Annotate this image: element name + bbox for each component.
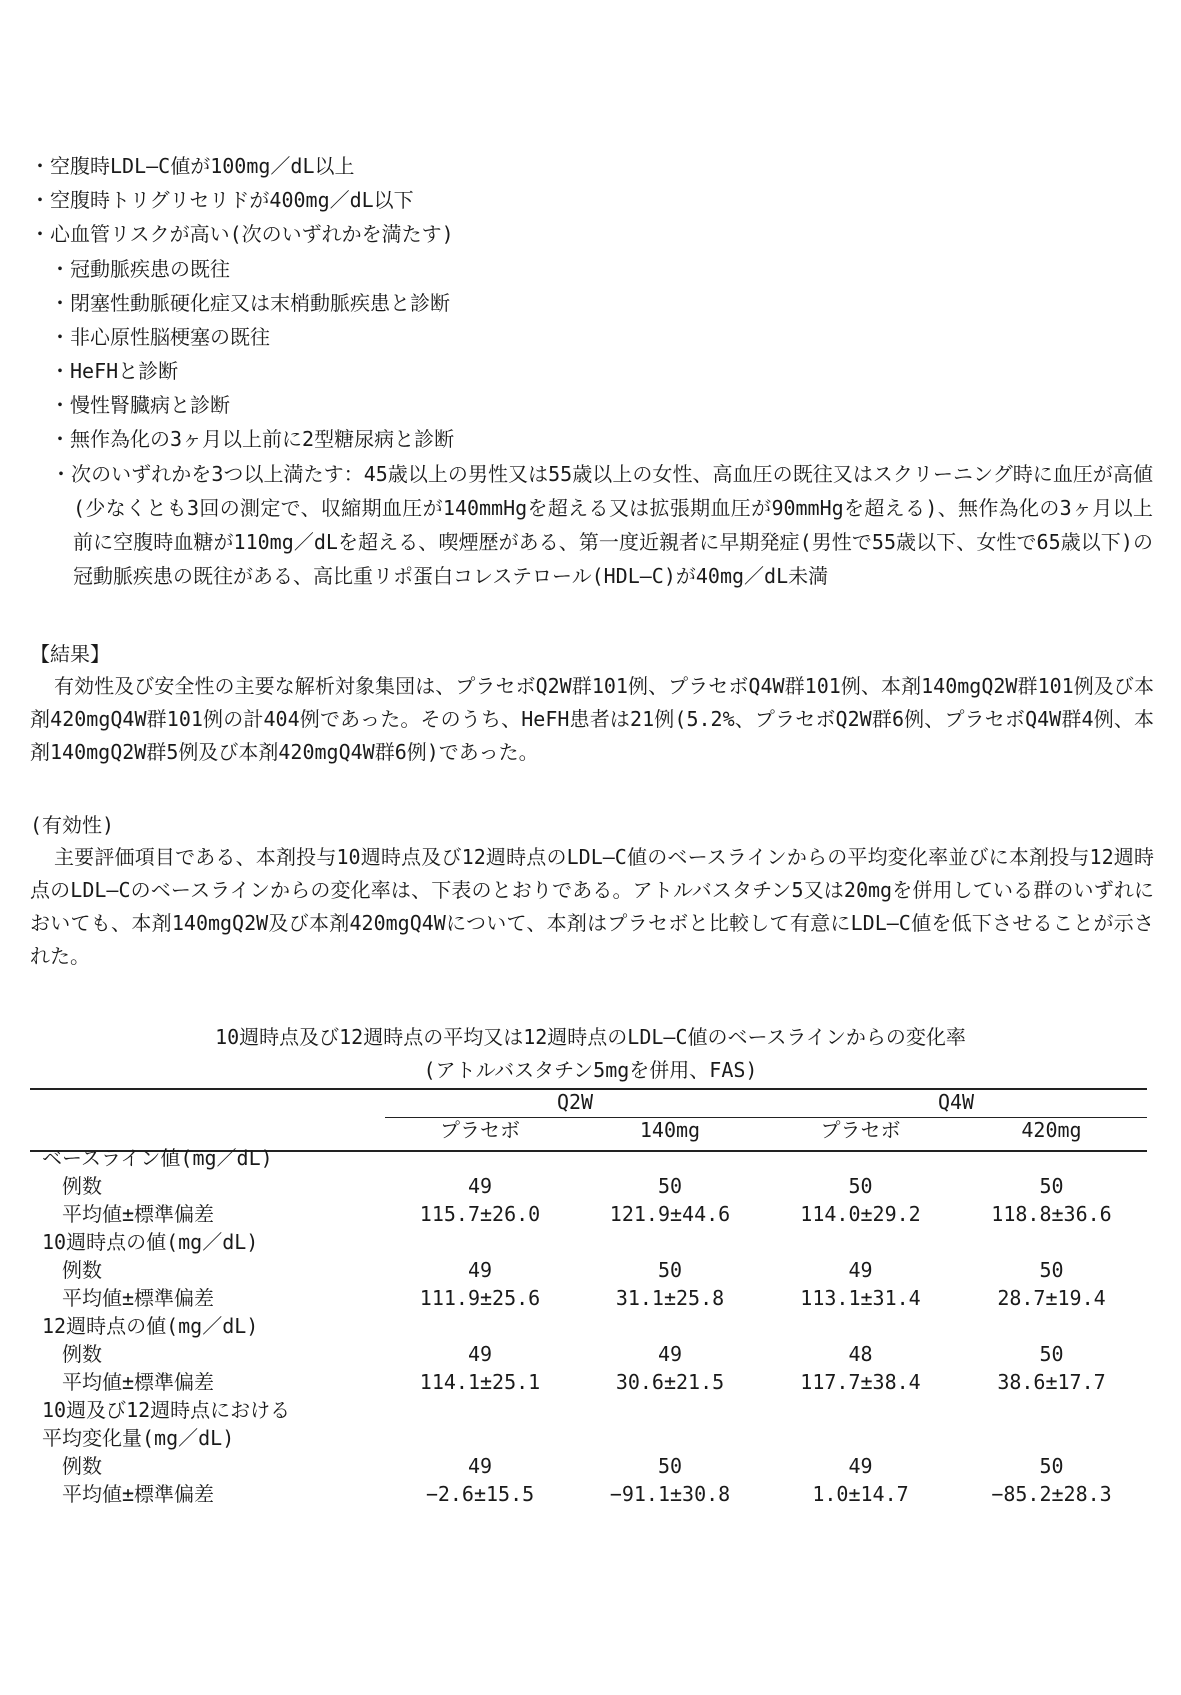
table-cell: 30.6±21.5 — [615, 1370, 725, 1394]
results-heading: 【結果】 — [30, 642, 110, 666]
table-cell: 117.7±38.4 — [800, 1370, 921, 1394]
section-label-line2: 平均変化量(mg／dL) — [42, 1426, 235, 1450]
section-label: ベースライン値(mg／dL) — [42, 1146, 273, 1170]
group-q4w: Q4W — [937, 1090, 975, 1114]
section-label: 12週時点の値(mg／dL) — [42, 1314, 259, 1338]
table-cell: 49 — [467, 1174, 493, 1198]
table-cell: 48 — [848, 1342, 873, 1366]
table-cell: 31.1±25.8 — [615, 1286, 725, 1310]
risk-item-diabetes: ・無作為化の3ヶ月以上前に2型糖尿病と診断 — [50, 427, 455, 451]
table-group-header-row — [30, 1088, 1147, 1116]
section-row — [30, 1312, 1147, 1340]
table-cell: 115.7±26.0 — [419, 1202, 541, 1226]
col-placebo-q4w: プラセボ — [820, 1118, 901, 1142]
section-label: 10週及び12週時点における — [42, 1398, 291, 1422]
group-q2w: Q2W — [556, 1090, 594, 1114]
table-cell: 113.1±31.4 — [800, 1286, 921, 1310]
table-cell: 49 — [467, 1454, 493, 1478]
col-420mg: 420mg — [1021, 1118, 1082, 1142]
efficacy-heading: (有効性) — [30, 813, 115, 837]
table-cell: 49 — [848, 1454, 873, 1478]
results-paragraph: 有効性及び安全性の主要な解析対象集団は、プラセボQ2W群101例、プラセボQ4W群101例、本剤140mgQ2W群101例及び本剤420mgQ4W群101例の計404例であった。そのうち、HeFH患者は21例(5.2%、プラセボQ2W群6例、プラセボQ4W群4例、本剤140mgQ2W群5例及び本剤420mgQ4W群6例)であった。 — [30, 674, 1154, 764]
row-label: 例数 — [62, 1342, 102, 1366]
table-cell: 49 — [467, 1258, 493, 1282]
risk-item-multiple: ・次のいずれかを3つ以上満たす：45歳以上の男性又は55歳以上の女性、高血圧の既往又はスクリーニング時に血圧が高値(少なくとも3回の測定で、収縮期血圧が140mmHgを超える又は拡張期血圧が90mmHgを超える)、無作為化の3ヶ月以上前に空腹時血糖が110mg／dLを超える、喫煙歴がある、第一度近親者に早期発症(男性で55歳以下、女性で65歳以下)の冠動脈疾患の既往がある、高比重リポ蛋白コレステロール(HDL―C)が40mg／dL未満 — [51, 462, 1153, 588]
table-subtitle: (アトルバスタチン5mgを併用、FAS) — [423, 1058, 758, 1082]
table-column-header-row — [30, 1116, 1147, 1144]
table-cell: 118.8±36.6 — [991, 1202, 1112, 1226]
table-cell: 49 — [467, 1342, 493, 1366]
table-row — [30, 1368, 1147, 1396]
row-label: 例数 — [62, 1258, 102, 1282]
criterion-cv-risk: ・心血管リスクが高い(次のいずれかを満たす) — [30, 222, 454, 246]
table-cell: 49 — [657, 1342, 683, 1366]
table-cell: −85.2±28.3 — [991, 1482, 1112, 1506]
table-cell: −2.6±15.5 — [425, 1482, 535, 1506]
risk-item-pad: ・閉塞性動脈硬化症又は末梢動脈疾患と診断 — [50, 291, 450, 315]
table-cell: 50 — [1039, 1454, 1064, 1478]
row-label: 平均値±標準偏差 — [62, 1286, 215, 1310]
table-cell: 114.1±25.1 — [419, 1370, 541, 1394]
table-row — [30, 1200, 1147, 1228]
criterion-ldl: ・空腹時LDL―C値が100mg／dL以上 — [30, 154, 355, 178]
table-cell: 1.0±14.7 — [812, 1482, 909, 1506]
section-row — [30, 1228, 1147, 1256]
table-cell: 50 — [1039, 1258, 1064, 1282]
table-cell: 38.6±17.7 — [997, 1370, 1106, 1394]
table-cell: 49 — [848, 1258, 873, 1282]
table-cell: 50 — [1039, 1174, 1064, 1198]
table-title: 10週時点及び12週時点の平均又は12週時点のLDL―C値のベースラインからの変化率 — [215, 1025, 966, 1049]
table-cell: 114.0±29.2 — [800, 1202, 921, 1226]
risk-item-chd: ・冠動脈疾患の既往 — [50, 257, 230, 281]
table-cell: 50 — [657, 1258, 683, 1282]
row-label: 平均値±標準偏差 — [62, 1202, 215, 1226]
row-label: 平均値±標準偏差 — [62, 1370, 215, 1394]
table-cell: −91.1±30.8 — [609, 1482, 731, 1506]
risk-item-stroke: ・非心原性脳梗塞の既往 — [50, 325, 270, 349]
table-cell: 50 — [1039, 1342, 1064, 1366]
col-placebo-q2w: プラセボ — [440, 1118, 520, 1142]
table-cell: 50 — [657, 1174, 683, 1198]
section-row — [30, 1424, 1147, 1452]
table-cell: 111.9±25.6 — [419, 1286, 541, 1310]
table-cell: 28.7±19.4 — [997, 1286, 1106, 1310]
results-table — [30, 1088, 1147, 1508]
efficacy-paragraph: 主要評価項目である、本剤投与10週時点及び12週時点のLDL―C値のベースラインからの平均変化率並びに本剤投与12週時点のLDL―Cのベースラインからの変化率は、下表のとおりである。アトルバスタチン5又は20mgを併用している群のいずれにおいても、本剤140mgQ2W及び本剤420mgQ4Wについて、本剤はプラセボと比較して有意にLDL―C値を低下させることが示された。 — [30, 845, 1154, 968]
table-cell: 50 — [848, 1174, 873, 1198]
table-row — [30, 1480, 1147, 1508]
table-row — [30, 1172, 1147, 1200]
row-label: 平均値±標準偏差 — [62, 1482, 215, 1506]
table-row — [30, 1340, 1147, 1368]
table-row — [30, 1452, 1147, 1480]
table-row — [30, 1256, 1147, 1284]
col-140mg: 140mg — [639, 1118, 701, 1142]
row-label: 例数 — [62, 1174, 102, 1198]
table-cell: 50 — [657, 1454, 683, 1478]
section-row — [30, 1144, 1147, 1172]
table-row — [30, 1284, 1147, 1312]
row-label: 例数 — [62, 1454, 102, 1478]
table-cell: 121.9±44.6 — [609, 1202, 731, 1226]
section-label: 10週時点の値(mg／dL) — [42, 1230, 259, 1254]
risk-item-ckd: ・慢性腎臓病と診断 — [50, 393, 230, 417]
risk-item-hefh: ・HeFHと診断 — [50, 359, 179, 383]
section-row — [30, 1396, 1147, 1424]
criterion-triglyceride: ・空腹時トリグリセリドが400mg／dL以下 — [30, 188, 414, 212]
